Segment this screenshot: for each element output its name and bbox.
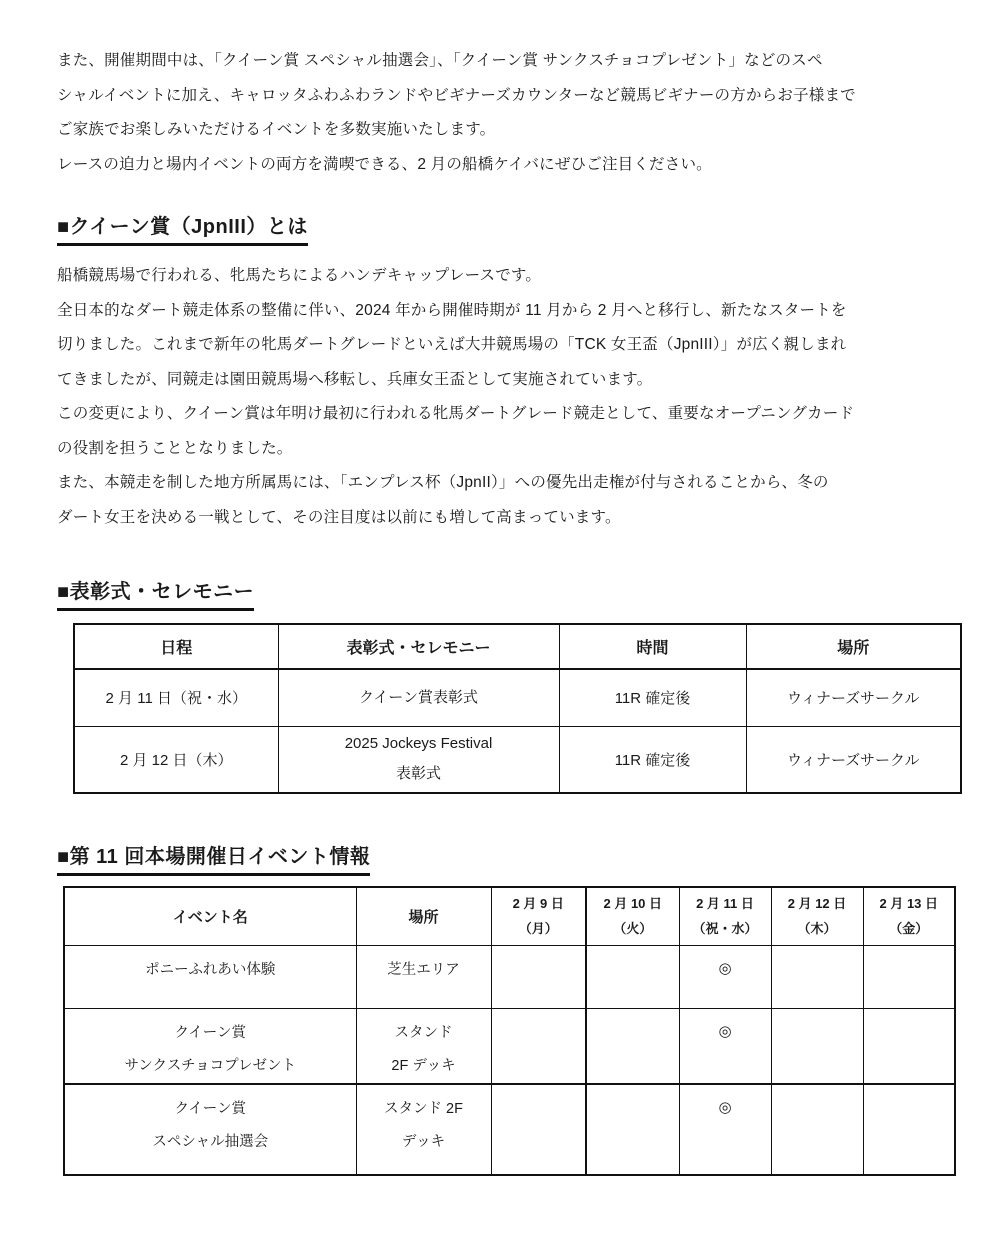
event-place-cell [356,945,491,1008]
events-header-name: イベント名 [64,887,356,945]
event-name-line: クイーン賞 [174,1100,246,1117]
date-label: 2 月 9 日 [512,896,564,912]
mark-cell [586,945,679,1008]
mark-cell [491,945,586,1008]
intro-paragraph [57,44,960,182]
event-cell [278,669,559,726]
ceremony-row [74,669,961,726]
events-header-date [771,887,863,945]
ceremony-header-place: 場所 [746,624,961,669]
section-title-queen-text: ■クイーン賞（JpnIII）とは [57,214,308,246]
queen-paragraph [57,259,960,535]
events-header-row [64,887,955,945]
time-cell: 11R 確定後 [559,669,746,726]
section-title-ceremony [57,579,960,611]
event-place-cell [356,1008,491,1084]
date-label: 2 月 10 日 [603,896,663,912]
weekday-label: （木） [797,921,837,937]
date-cell: 2 月 12 日（木） [74,726,278,793]
events-header-date [586,887,679,945]
ceremony-header-event: 表彰式・セレモニー [278,624,559,669]
event-name-cell [64,1084,356,1175]
time-cell: 11R 確定後 [559,726,746,793]
mark-cell [771,1008,863,1084]
event-name-cell [64,1008,356,1084]
event-place-line: 2F デッキ [391,1057,456,1074]
event-cell [278,726,559,793]
event-line: クイーン賞表彰式 [359,688,478,706]
intro-line: また、開催期間中は、「クイーン賞 スペシャル抽選会」、「クイーン賞 サンクスチョコプレゼント」などのスペ [57,52,823,69]
mark-cell [491,1084,586,1175]
ceremony-row [74,726,961,793]
date-label: 2 月 13 日 [879,896,939,912]
weekday-label: （月） [518,921,558,937]
event-place-cell [356,1084,491,1175]
mark-cell: ◎ [679,1084,771,1175]
event-place-line: デッキ [401,1133,446,1150]
mark-cell [771,1084,863,1175]
weekday-label: （金） [889,921,929,937]
place-cell: ウィナーズサークル [746,669,961,726]
intro-line: レースの迫力と場内イベントの両方を満喫できる、2 月の船橋ケイバにぜひご注目ください。 [57,155,712,173]
events-table [63,886,956,1176]
queen-line: ダート女王を決める一戦として、その注目度は以前にも増して高まっています。 [57,508,621,526]
mark-cell [863,1008,955,1084]
event-line: 表彰式 [395,765,441,783]
date-label: 2 月 12 日 [787,896,847,912]
event-place-line: スタンド [394,1024,453,1041]
mark-cell [863,1084,955,1175]
event-row [64,1008,955,1084]
ceremony-header-row [74,624,961,669]
place-cell: ウィナーズサークル [746,726,961,793]
mark-cell [586,1084,679,1175]
weekday-label: （火） [613,921,653,937]
mark-cell [491,1008,586,1084]
section-title-events [57,844,960,876]
section-title-ceremony-text: ■表彰式・セレモニー [57,579,254,611]
event-place-line: スタンド 2F [384,1100,463,1117]
ceremony-header-time: 時間 [559,624,746,669]
event-row [64,1084,955,1175]
events-header-date [679,887,771,945]
event-line: 2025 Jockeys Festival [344,735,493,753]
queen-line: また、本競走を制した地方所属馬には、「エンプレス杯（JpnII）」への優先出走権が付与されることから、冬の [57,474,829,491]
queen-line: てきましたが、同競走は園田競馬場へ移転し、兵庫女王盃として実施されています。 [57,370,653,388]
queen-line: 切りました。これまで新年の牝馬ダートグレードといえば大井競馬場の「TCK 女王盃（JpnIII）」が広く親しまれ [57,336,847,353]
ceremony-table [73,623,962,794]
section-title-events-text: ■第 11 回本場開催日イベント情報 [57,844,370,876]
queen-line: 船橋競馬場で行われる、牝馬たちによるハンデキャップレースです。 [57,267,542,284]
ceremony-header-date: 日程 [74,624,278,669]
events-header-date [863,887,955,945]
date-cell: 2 月 11 日（祝・水） [74,669,278,726]
intro-line: ご家族でお楽しみいただけるイベントを多数実施いたします。 [57,121,496,138]
events-header-date [491,887,586,945]
mark-cell [771,945,863,1008]
event-row [64,945,955,1008]
event-name-line: スペシャル抽選会 [152,1133,269,1150]
event-place-line: 芝生エリア [387,961,460,978]
event-name-line: クイーン賞 [174,1024,246,1041]
event-name-line: サンクスチョコプレゼント [124,1057,297,1074]
queen-line: この変更により、クイーン賞は年明け最初に行われる牝馬ダートグレード競走として、重要なオープニングカード [57,405,855,422]
section-title-queen [57,214,960,246]
mark-cell: ◎ [679,945,771,1008]
weekday-label: （祝・水） [692,921,758,937]
intro-line: シャルイベントに加え、キャロッタふわふわランドやビギナーズカウンターなど競馬ビギナーの方からお子様まで [57,86,856,104]
mark-cell: ◎ [679,1008,771,1084]
queen-line: 全日本的なダート競走体系の整備に伴い、2024 年から開催時期が 11 月から 2 月へと移行し、新たなスタートを [57,301,847,319]
event-name-line: ポニーふれあい体験 [145,961,276,978]
event-name-cell [64,945,356,1008]
date-label: 2 月 11 日 [696,896,754,912]
mark-cell [586,1008,679,1084]
mark-cell [863,945,955,1008]
events-header-place: 場所 [356,887,491,945]
queen-line: の役割を担うこととなりました。 [57,439,293,457]
